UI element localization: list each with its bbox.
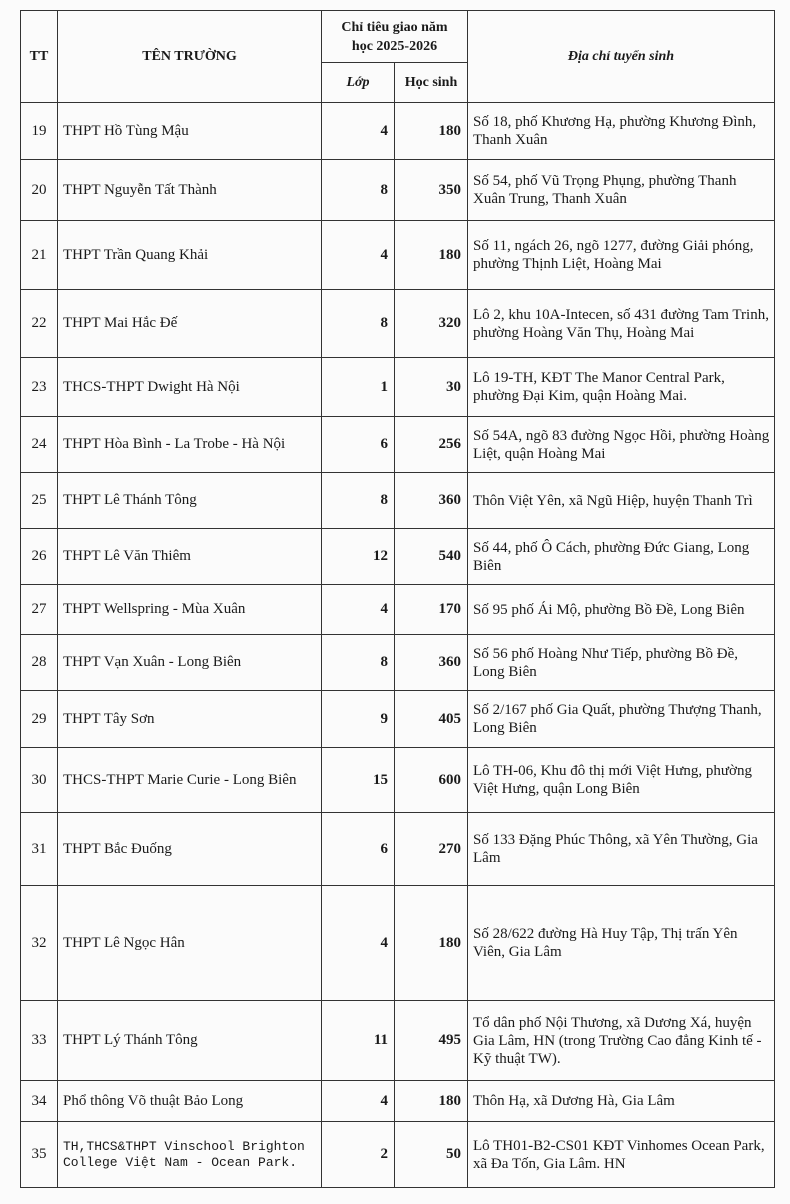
school-name: THPT Trần Quang Khải	[58, 221, 322, 290]
lop-value: 8	[322, 160, 395, 221]
header-dia-chi: Địa chỉ tuyển sinh	[468, 11, 775, 103]
hoc-sinh-value: 170	[395, 585, 468, 635]
row-tt: 29	[21, 691, 58, 748]
row-tt: 30	[21, 748, 58, 813]
table-row	[21, 529, 775, 585]
row-tt: 19	[21, 103, 58, 160]
lop-value: 11	[322, 1001, 395, 1081]
address: Lô 19-TH, KĐT The Manor Central Park, phường Đại Kim, quận Hoàng Mai.	[468, 358, 775, 417]
school-name: THPT Lý Thánh Tông	[58, 1001, 322, 1081]
school-name: THPT Bắc Đuống	[58, 813, 322, 886]
table-row	[21, 886, 775, 1001]
school-name: TH,THCS&THPT Vinschool Brighton College Việt Nam - Ocean Park.	[58, 1122, 322, 1188]
row-tt: 26	[21, 529, 58, 585]
address: Số 54, phố Vũ Trọng Phụng, phường Thanh Xuân Trung, Thanh Xuân	[468, 160, 775, 221]
hoc-sinh-value: 350	[395, 160, 468, 221]
address: Số 28/622 đường Hà Huy Tập, Thị trấn Yên Viên, Gia Lâm	[468, 886, 775, 1001]
hoc-sinh-value: 30	[395, 358, 468, 417]
school-name: THPT Tây Sơn	[58, 691, 322, 748]
row-tt: 32	[21, 886, 58, 1001]
school-name: THPT Hòa Bình - La Trobe - Hà Nội	[58, 417, 322, 473]
hoc-sinh-value: 270	[395, 813, 468, 886]
table-row	[21, 1001, 775, 1081]
hoc-sinh-value: 405	[395, 691, 468, 748]
lop-value: 8	[322, 473, 395, 529]
address: Lô 2, khu 10A-Intecen, số 431 đường Tam Trinh, phường Hoàng Văn Thụ, Hoàng Mai	[468, 290, 775, 358]
table-row	[21, 103, 775, 160]
row-tt: 31	[21, 813, 58, 886]
table-row	[21, 748, 775, 813]
address: Số 44, phố Ô Cách, phường Đức Giang, Long Biên	[468, 529, 775, 585]
enrollment-table	[20, 10, 775, 1188]
school-name: THPT Nguyễn Tất Thành	[58, 160, 322, 221]
hoc-sinh-value: 320	[395, 290, 468, 358]
lop-value: 4	[322, 585, 395, 635]
hoc-sinh-value: 600	[395, 748, 468, 813]
table-row	[21, 417, 775, 473]
school-name: THPT Mai Hắc Đế	[58, 290, 322, 358]
table-row	[21, 691, 775, 748]
lop-value: 12	[322, 529, 395, 585]
row-tt: 24	[21, 417, 58, 473]
row-tt: 22	[21, 290, 58, 358]
row-tt: 25	[21, 473, 58, 529]
hoc-sinh-value: 495	[395, 1001, 468, 1081]
table-row	[21, 635, 775, 691]
address: Tổ dân phố Nội Thương, xã Dương Xá, huyện Gia Lâm, HN (trong Trường Cao đẳng Kinh tế - Kỹ thuật TW).	[468, 1001, 775, 1081]
lop-value: 2	[322, 1122, 395, 1188]
header-tt: TT	[21, 11, 58, 103]
hoc-sinh-value: 50	[395, 1122, 468, 1188]
hoc-sinh-value: 180	[395, 886, 468, 1001]
lop-value: 4	[322, 221, 395, 290]
school-name: THPT Hồ Tùng Mậu	[58, 103, 322, 160]
lop-value: 4	[322, 886, 395, 1001]
lop-value: 6	[322, 813, 395, 886]
lop-value: 8	[322, 635, 395, 691]
header-ten-truong: TÊN TRƯỜNG	[58, 11, 322, 103]
row-tt: 35	[21, 1122, 58, 1188]
row-tt: 20	[21, 160, 58, 221]
address: Số 133 Đặng Phúc Thông, xã Yên Thường, Gia Lâm	[468, 813, 775, 886]
address: Số 95 phố Ái Mộ, phường Bồ Đề, Long Biên	[468, 585, 775, 635]
address: Thôn Việt Yên, xã Ngũ Hiệp, huyện Thanh Trì	[468, 473, 775, 529]
lop-value: 4	[322, 103, 395, 160]
address: Lô TH-06, Khu đô thị mới Việt Hưng, phường Việt Hưng, quận Long Biên	[468, 748, 775, 813]
address: Số 11, ngách 26, ngõ 1277, đường Giải phóng, phường Thịnh Liệt, Hoàng Mai	[468, 221, 775, 290]
hoc-sinh-value: 360	[395, 635, 468, 691]
school-name: THPT Vạn Xuân - Long Biên	[58, 635, 322, 691]
table-row	[21, 473, 775, 529]
hoc-sinh-value: 180	[395, 103, 468, 160]
table-row	[21, 1081, 775, 1122]
table-row	[21, 1122, 775, 1188]
lop-value: 4	[322, 1081, 395, 1122]
address: Số 18, phố Khương Hạ, phường Khương Đình, Thanh Xuân	[468, 103, 775, 160]
school-name: THCS-THPT Dwight Hà Nội	[58, 358, 322, 417]
row-tt: 33	[21, 1001, 58, 1081]
table-row	[21, 813, 775, 886]
school-name: THPT Wellspring - Mùa Xuân	[58, 585, 322, 635]
address: Số 54A, ngõ 83 đường Ngọc Hồi, phường Hoàng Liệt, quận Hoàng Mai	[468, 417, 775, 473]
address: Lô TH01-B2-CS01 KĐT Vinhomes Ocean Park, xã Đa Tốn, Gia Lâm. HN	[468, 1122, 775, 1188]
lop-value: 9	[322, 691, 395, 748]
hoc-sinh-value: 540	[395, 529, 468, 585]
table-row	[21, 221, 775, 290]
school-name: THPT Lê Văn Thiêm	[58, 529, 322, 585]
school-name: THCS-THPT Marie Curie - Long Biên	[58, 748, 322, 813]
school-name: THPT Lê Thánh Tông	[58, 473, 322, 529]
school-name: THPT Lê Ngọc Hân	[58, 886, 322, 1001]
table-row	[21, 290, 775, 358]
address: Số 56 phố Hoàng Như Tiếp, phường Bồ Đề, Long Biên	[468, 635, 775, 691]
table-row	[21, 160, 775, 221]
hoc-sinh-value: 360	[395, 473, 468, 529]
address: Thôn Hạ, xã Dương Hà, Gia Lâm	[468, 1081, 775, 1122]
header-lop: Lớp	[322, 63, 395, 103]
row-tt: 21	[21, 221, 58, 290]
lop-value: 1	[322, 358, 395, 417]
lop-value: 6	[322, 417, 395, 473]
table-row	[21, 585, 775, 635]
row-tt: 23	[21, 358, 58, 417]
row-tt: 27	[21, 585, 58, 635]
table-row	[21, 358, 775, 417]
address: Số 2/167 phố Gia Quất, phường Thượng Thanh, Long Biên	[468, 691, 775, 748]
school-name: Phổ thông Võ thuật Bảo Long	[58, 1081, 322, 1122]
row-tt: 28	[21, 635, 58, 691]
header-chi-tieu: Chỉ tiêu giao năm học 2025-2026	[322, 11, 468, 63]
lop-value: 8	[322, 290, 395, 358]
hoc-sinh-value: 180	[395, 221, 468, 290]
hoc-sinh-value: 180	[395, 1081, 468, 1122]
hoc-sinh-value: 256	[395, 417, 468, 473]
row-tt: 34	[21, 1081, 58, 1122]
lop-value: 15	[322, 748, 395, 813]
header-hoc-sinh: Học sinh	[395, 63, 468, 103]
